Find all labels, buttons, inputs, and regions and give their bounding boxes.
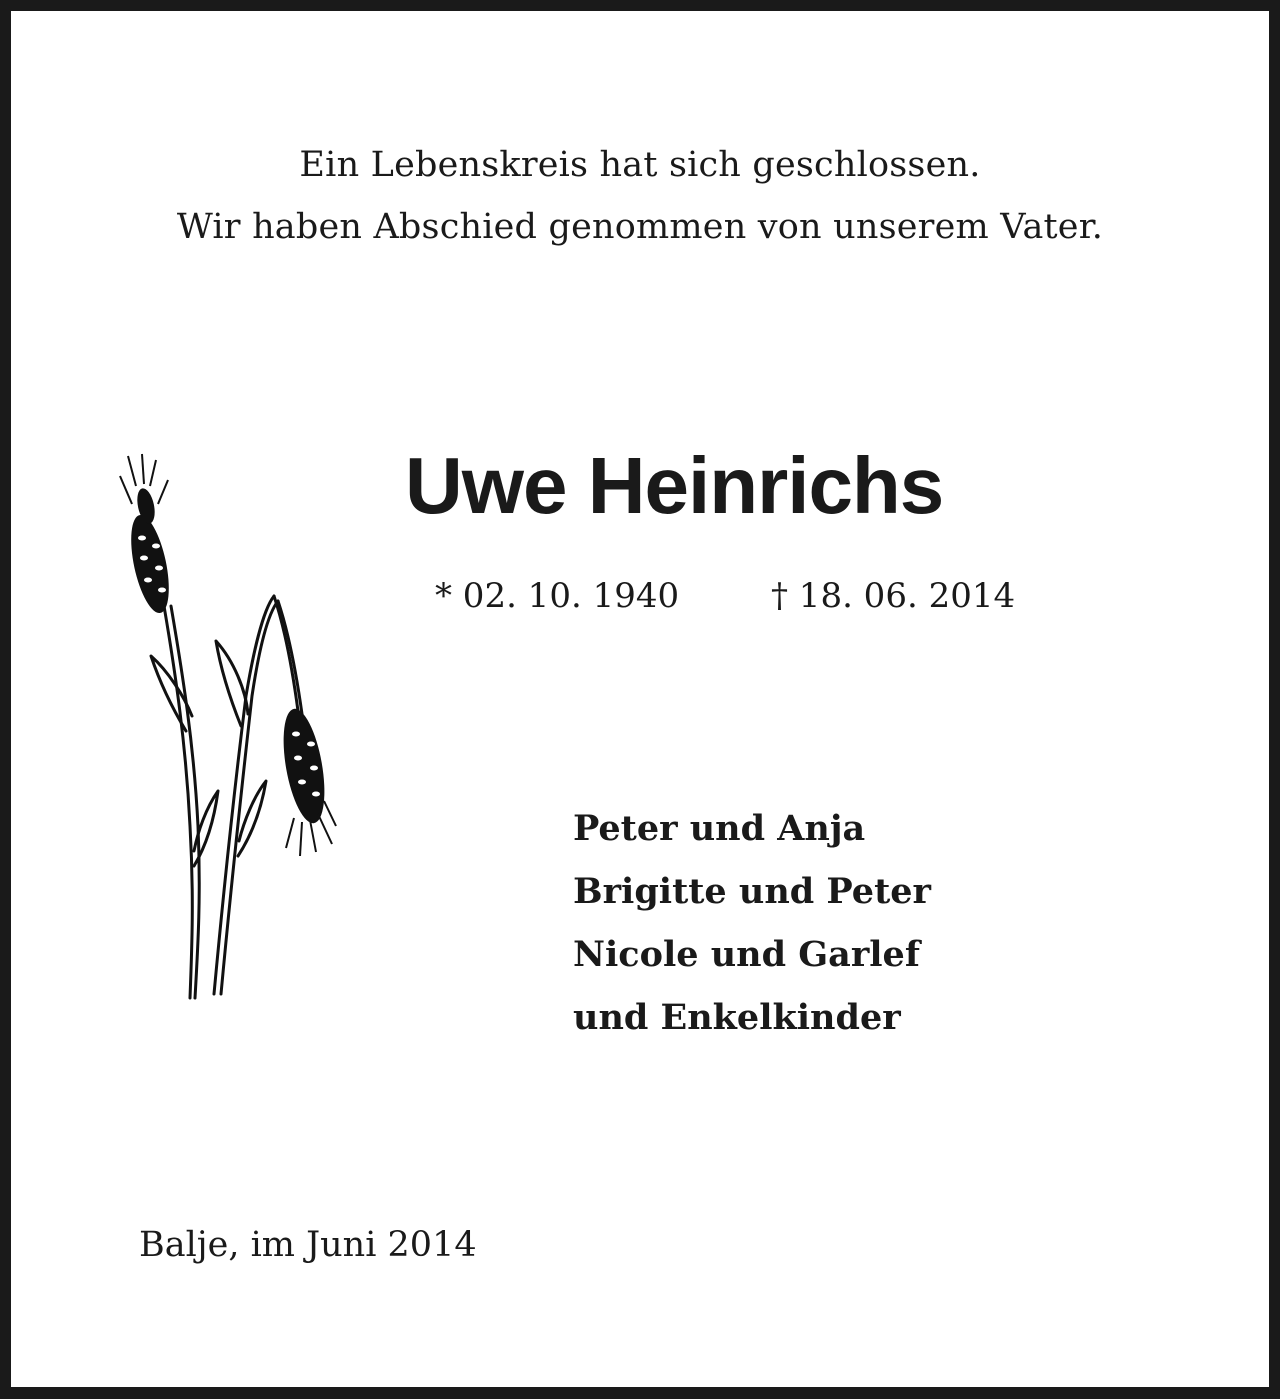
deceased-name: Uwe Heinrichs (405, 441, 944, 530)
mourner-line: und Enkelkinder (573, 997, 901, 1038)
intro-line-1: Ein Lebenskreis hat sich geschlossen. (299, 145, 981, 185)
birth-date: * 02. 10. 1940 (435, 576, 680, 616)
mourner-line: Peter und Anja (573, 808, 866, 849)
mourner-line: Nicole und Garlef (573, 934, 920, 975)
place-date: Balje, im Juni 2014 (139, 1225, 477, 1265)
intro-line-2: Wir haben Abschied genommen von unserem Vater. (176, 207, 1104, 247)
death-date: † 18. 06. 2014 (771, 576, 1016, 616)
mourner-line: Brigitte und Peter (573, 871, 931, 912)
wheat-ears-icon (106, 446, 356, 1016)
mourners-list (573, 797, 931, 1049)
